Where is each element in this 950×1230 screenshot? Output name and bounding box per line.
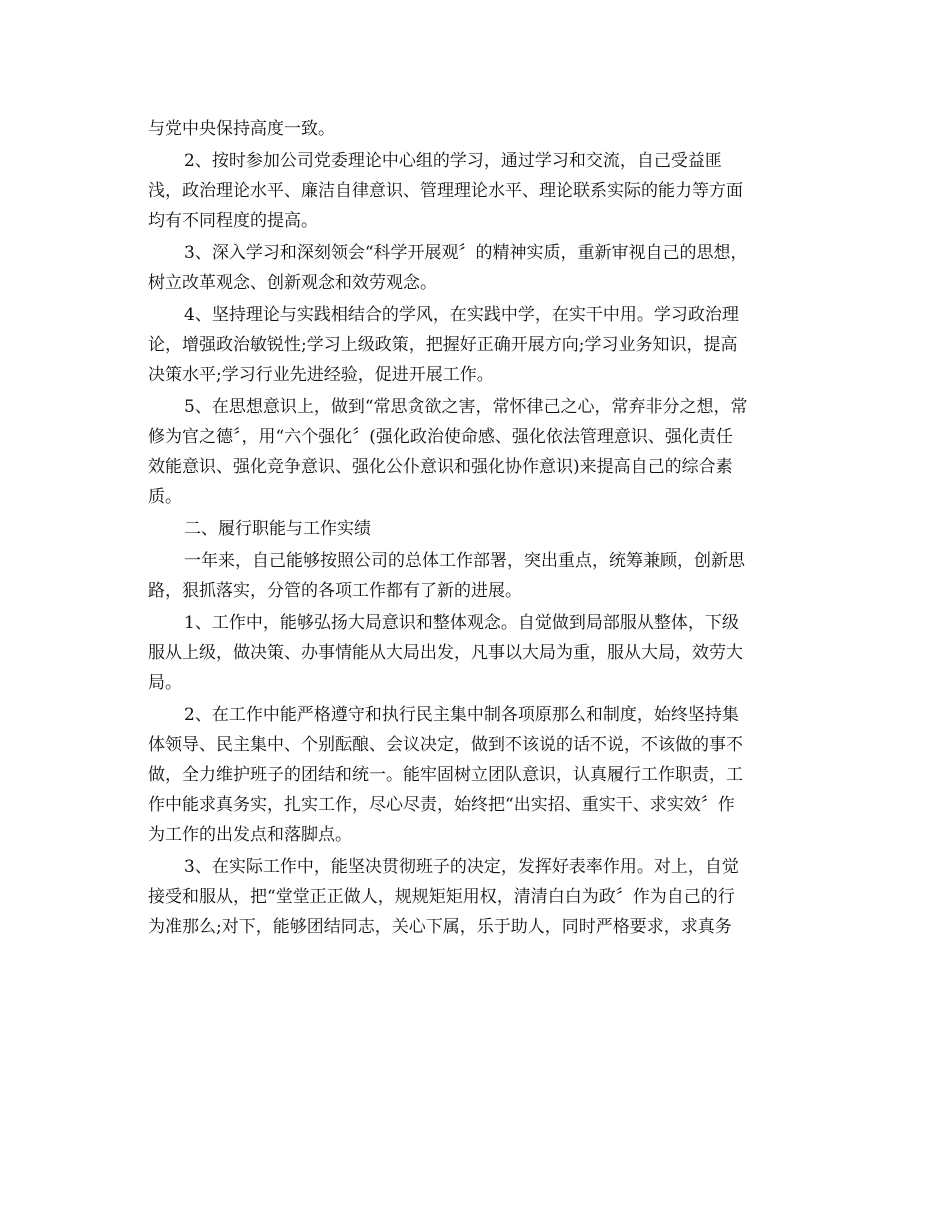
text-line: 为准那么;对下，能够团结同志，关心下属，乐于助人，同时严格要求，求真务 bbox=[148, 917, 732, 937]
text-line: 局。 bbox=[148, 673, 182, 693]
text-line: 路，狠抓落实，分管的各项工作都有了新的进展。 bbox=[148, 581, 522, 601]
text-line: 4、坚持理论与实践相结合的学风，在实践中学，在实干中用。学习政治理 bbox=[184, 305, 739, 325]
text-line: 与党中央保持高度一致。 bbox=[148, 119, 335, 139]
text-line: 论，增强政治敏锐性;学习上级政策，把握好正确开展方向;学习业务知识，提高 bbox=[148, 335, 738, 355]
text-line: 5、在思想意识上，做到“常思贪欲之害，常怀律己之心，常弃非分之想，常 bbox=[184, 397, 748, 417]
paragraph bbox=[148, 114, 808, 144]
text-line: 体领导、民主集中、个别酝酿、会议决定，做到不该说的话不说，不该做的事不 bbox=[148, 735, 743, 755]
paragraph bbox=[148, 852, 808, 942]
text-line: 2、按时参加公司党委理论中心组的学习，通过学习和交流，自己受益匪 bbox=[184, 151, 722, 171]
text-line: 质。 bbox=[148, 487, 182, 507]
text-line: 作中能求真务实，扎实工作，尽心尽责，始终把“出实招、重实干、求实效〞作 bbox=[148, 795, 735, 815]
paragraph bbox=[148, 700, 808, 850]
paragraph bbox=[148, 146, 808, 236]
paragraph bbox=[148, 514, 808, 544]
text-line: 树立改革观念、创新观念和效劳观念。 bbox=[148, 273, 437, 293]
text-line: 做，全力维护班子的团结和统一。能牢固树立团队意识，认真履行工作职责，工 bbox=[148, 765, 743, 785]
paragraph bbox=[148, 238, 808, 298]
text-line: 2、在工作中能严格遵守和执行民主集中制各项原那么和制度，始终坚持集 bbox=[184, 705, 739, 725]
text-line: 二、履行职能与工作实绩 bbox=[184, 519, 371, 539]
text-line: 决策水平;学习行业先进经验，促进开展工作。 bbox=[148, 365, 494, 385]
paragraph bbox=[148, 300, 808, 390]
text-line: 3、在实际工作中，能坚决贯彻班子的决定，发挥好表率作用。对上，自觉 bbox=[184, 857, 739, 877]
text-line: 均有不同程度的提高。 bbox=[148, 211, 318, 231]
text-line: 服从上级，做决策、办事情能从大局出发，凡事以大局为重，服从大局，效劳大 bbox=[148, 643, 743, 663]
text-line: 接受和服从，把“堂堂正正做人，规规矩矩用权，清清白白为政〞作为自己的行 bbox=[148, 887, 735, 907]
text-line: 1、工作中，能够弘扬大局意识和整体观念。自觉做到局部服从整体，下级 bbox=[184, 613, 739, 633]
paragraph bbox=[148, 546, 808, 606]
text-line: 为工作的出发点和落脚点。 bbox=[148, 825, 352, 845]
text-line: 效能意识、强化竞争意识、强化公仆意识和强化协作意识)来提高自己的综合素 bbox=[148, 457, 733, 477]
paragraph bbox=[148, 608, 808, 698]
document-body bbox=[148, 114, 808, 942]
text-line: 一年来，自己能够按照公司的总体工作部署，突出重点，统筹兼顾，创新思 bbox=[184, 551, 745, 571]
text-line: 3、深入学习和深刻领会“科学开展观〞的精神实质，重新审视自己的思想， bbox=[184, 243, 748, 263]
text-line: 修为官之德〞，用“六个强化〞(强化政治使命感、强化依法管理意识、强化责任 bbox=[148, 427, 733, 447]
text-line: 浅，政治理论水平、廉洁自律意识、管理理论水平、理论联系实际的能力等方面 bbox=[148, 181, 743, 201]
paragraph bbox=[148, 392, 808, 512]
